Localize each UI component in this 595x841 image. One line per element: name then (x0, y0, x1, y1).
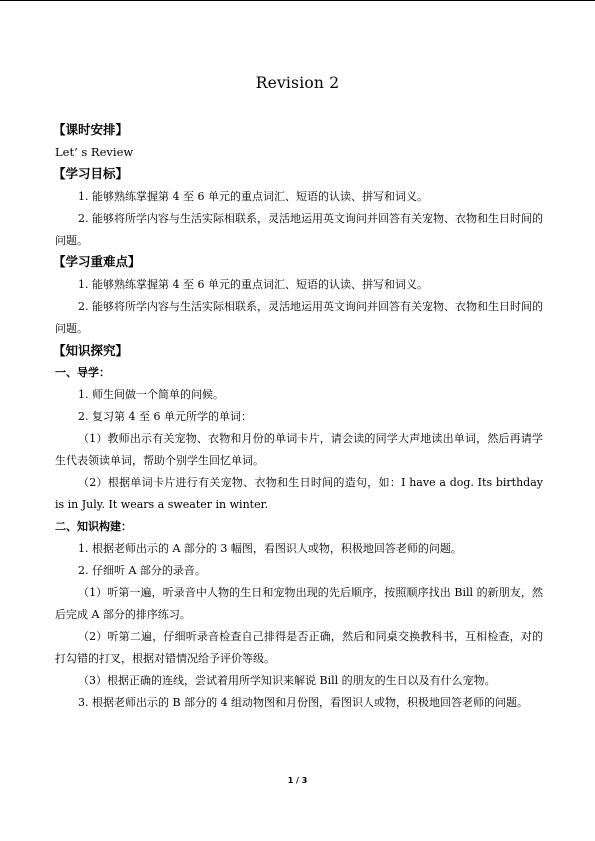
part1-item-3: （1）教师出示有关宠物、衣物和月份的单词卡片，请会读的同学大声地读出单词，然后再请学生代表领读单词，帮助个别学生回忆单词。 (55, 432, 543, 467)
key-points-item-2: 2. 能够将所学内容与生活实际相联系，灵活地运用英文询问并回答有关宠物、衣物和生日时间的问题。 (55, 300, 543, 335)
key-points-item-1: 1. 能够熟练掌握第 4 至 6 单元的重点词汇、短语的认读、拼写和词义。 (78, 278, 428, 291)
goals-item-2: 2. 能够将所学内容与生活实际相联系，灵活地运用英文询问并回答有关宠物、衣物和生日时间的问题。 (55, 212, 543, 247)
part2-item-2: 2. 仔细听 A 部分的录音。 (78, 564, 206, 577)
part2-item-1: 1. 根据老师出示的 A 部分的 3 幅图，看图识人或物，积极地回答老师的问题。 (78, 542, 462, 555)
goals-item-1: 1. 能够熟练掌握第 4 至 6 单元的重点词汇、短语的认读、拼写和词义。 (78, 190, 428, 203)
part2-heading: 二、知识构建： (55, 520, 132, 533)
part1-item-1: 1. 师生间做一个简单的问候。 (78, 388, 224, 401)
part2-item-5: （3）根据正确的连线，尝试着用所学知识来解说 Bill 的朋友的生日以及有什么宠物。 (78, 674, 496, 687)
page-top-rule (0, 0, 595, 1)
schedule-text: Let’ s Review (55, 145, 134, 159)
part1-heading: 一、导学： (55, 366, 110, 379)
part1-item-2: 2. 复习第 4 至 6 单元所学的单词： (78, 410, 252, 423)
part2-item-4: （2）听第二遍，仔细听录音检查自己排得是否正确，然后和同桌交换教科书，互相检查，对的打勾错的打叉，根据对错情况给予评价等级。 (55, 630, 543, 665)
page-number: 1 / 3 (287, 776, 308, 785)
part1-item-4: （2）根据单词卡片进行有关宠物、衣物和生日时间的造句，如：I have a dog. Its birthday is in July. It wears a sweater in winter. (55, 476, 543, 511)
explore-heading: 【知识探究】 (53, 343, 129, 358)
part2-item-3: （1）听第一遍，听录音中人物的生日和宠物出现的先后顺序，按照顺序找出 Bill 的新朋友，然后完成 A 部分的排序练习。 (55, 586, 543, 621)
page-title: Revision 2 (255, 74, 340, 92)
part2-item-6: 3. 根据老师出示的 B 部分的 4 组动物图和月份图，看图识人或物，积极地回答老师的问题。 (78, 696, 529, 709)
schedule-heading: 【课时安排】 (53, 122, 129, 137)
goals-heading: 【学习目标】 (53, 166, 129, 181)
key-points-heading: 【学习重难点】 (53, 254, 141, 269)
